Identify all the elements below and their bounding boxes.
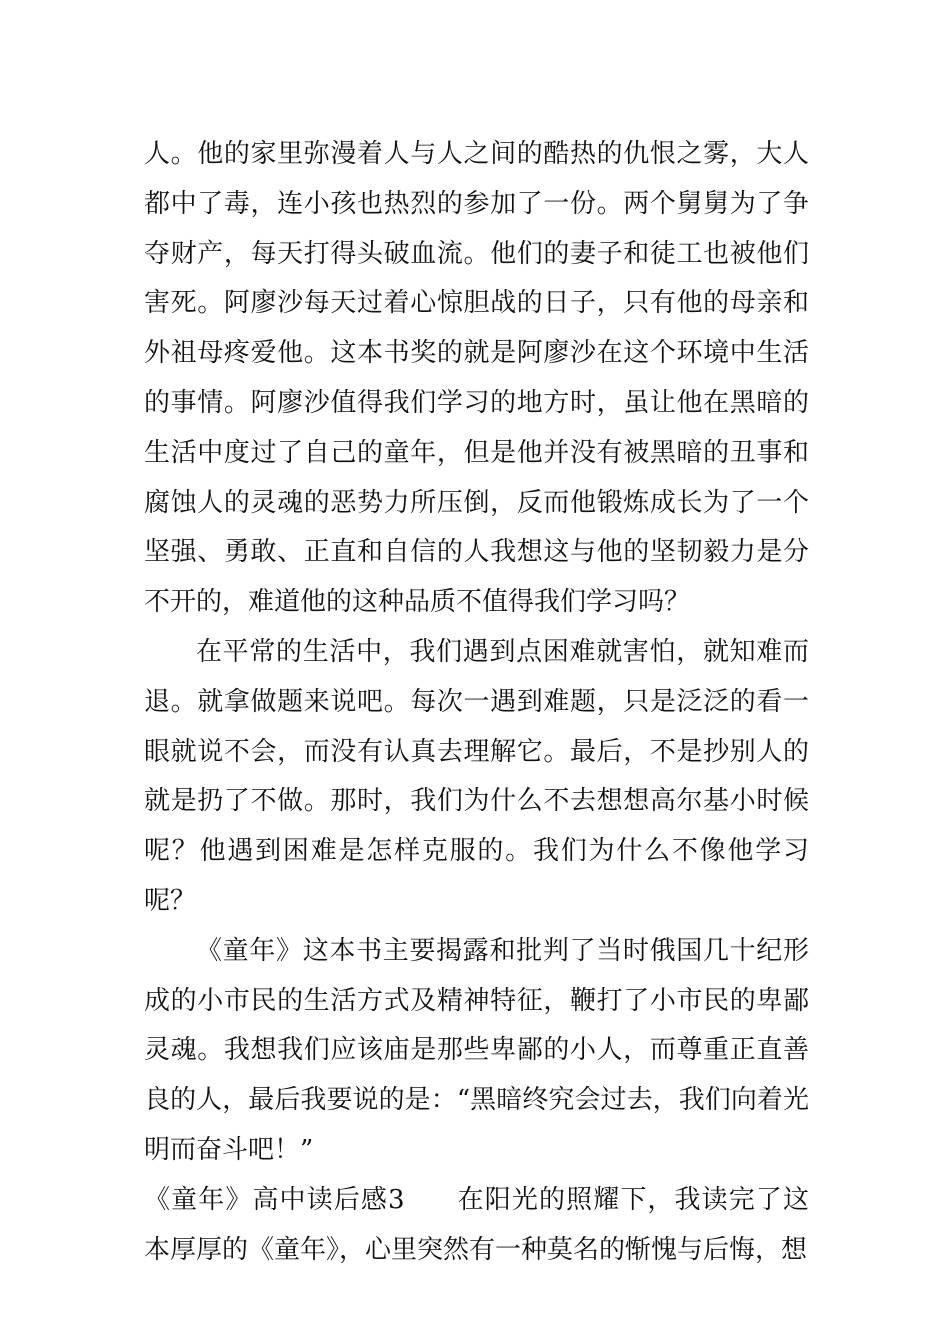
section-opening-text: 在阳光的照耀下，我读完了这本厚厚的《童年》，心里突然有一种莫名的惭愧与后悔，想 bbox=[144, 1184, 809, 1265]
section-title: 《童年》高中读后感3 bbox=[144, 1184, 405, 1215]
paragraph-conclusion: 《童年》这本书主要揭露和批判了当时俄国几十纪形成的小市民的生活方式及精神特征，鞭打了小市民的卑鄙灵魂。我想我们应该庙是那些卑鄙的小人，而尊重正直善良的人，最后我要说的是：“黑暗终究会过去，我们向着光明而奋斗吧！” bbox=[144, 935, 809, 1165]
paragraph-difficulties: 在平常的生活中，我们遇到点困难就害怕，就知难而退。就拿做题来说吧。每次一遇到难题，只是泛泛的看一眼就说不会，而没有认真去理解它。最后，不是抄别人的就是扔了不做。那时，我们为什么不去想想高尔基小时候呢？他遇到困难是怎样克服的。我们为什么不像他学习呢？ bbox=[144, 636, 809, 916]
section-start-paragraph bbox=[144, 1176, 809, 1276]
document-body bbox=[144, 130, 809, 1275]
paragraph-continuation: 人。他的家里弥漫着人与人之间的酷热的仇恨之雾，大人都中了毒，连小孩也热烈的参加了一份。两个舅舅为了争夺财产，每天打得头破血流。他们的妻子和徒工也被他们害死。阿廖沙每天过着心惊胆战的日子，只有他的母亲和外祖母疼爱他。这本书奖的就是阿廖沙在这个环境中生活的事情。阿廖沙值得我们学习的地方时，虽让他在黑暗的生活中度过了自己的童年，但是他并没有被黑暗的丑事和腐蚀人的灵魂的恶势力所压倒，反而他锻炼成长为了一个坚强、勇敢、正直和自信的人我想这与他的坚韧毅力是分不开的，难道他的这种品质不值得我们学习吗？ bbox=[144, 139, 809, 618]
